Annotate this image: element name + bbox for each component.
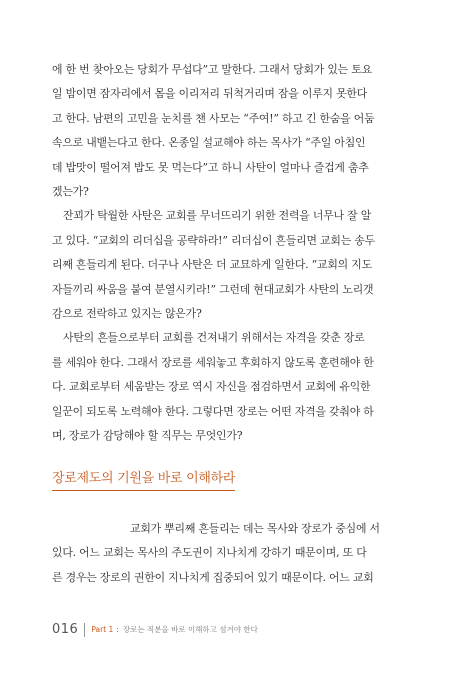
text-line: 사탄의 흔들으로부터 교회를 건져내기 위해서는 자격을 갖춘 장로	[63, 331, 365, 345]
text-line: 겠는가?	[52, 185, 89, 199]
text-line: 교회가 뿌리째 흔들리는 데는 목사와 장로가 중심에 서	[130, 522, 380, 535]
part-label: Part 1	[91, 625, 114, 634]
text-line: 고 있다. “교회의 리더십을 공략하라!” 리더십이 흔들리면 교회는 송두	[52, 233, 375, 247]
paragraph-1	[52, 58, 420, 204]
section-body	[52, 517, 420, 590]
body-text	[52, 58, 420, 449]
text-line: 속으로 내뱉는다고 한다. 온종일 설교해야 하는 목사가 “주일 아침인	[52, 136, 366, 150]
text-line: 다. 교회로부터 세움받는 장로 역시 자신을 점검하면서 교회에 유익한	[52, 380, 371, 394]
text-line: 를 세워야 한다. 그래서 장로를 세워놓고 후회하지 않도록 훈련해야 한	[52, 355, 374, 369]
chapter-title: 장로는 직분을 바로 이해하고 섬겨야 한다	[122, 625, 258, 634]
page-footer	[52, 622, 258, 637]
section-heading: 장로제도의 기원을 바로 이해하라	[52, 471, 236, 486]
text-line: 에 한 번 찾아오는 당회가 무섭다”고 말한다. 그래서 당회가 있는 토요	[52, 63, 372, 76]
text-line: 감으로 전락하고 있지는 않은가?	[52, 307, 202, 321]
text-line: 일 밤이면 잠자리에서 몸을 이리저리 뒤척거리며 잠을 이루지 못한다	[52, 87, 368, 101]
text-line: 잔꾀가 탁월한 사탄은 교회를 무너뜨리기 위한 전력을 너무나 잘 알	[63, 209, 372, 223]
text-line: 리째 흔들리게 된다. 더구나 사탄은 더 교묘하게 일한다. “교회의 지도	[52, 258, 372, 272]
paragraph-2	[52, 204, 420, 326]
text-line: 자들끼리 싸움을 붙여 분열시키라!” 그런데 현대교회가 사탄의 노리갯	[52, 282, 374, 296]
text-line: 고 한다. 남편의 고민을 눈치를 챈 사모는 “주여!” 하고 긴 한숨을 어둠	[52, 111, 375, 125]
paragraph-3	[52, 326, 420, 448]
text-line: 데 밥맛이 떨어져 밥도 못 먹는다”고 하니 사탄이 얼마나 즐겁게 춤추	[52, 160, 369, 174]
text-line: 른 경우는 장로의 권한이 지나치게 집중되어 있기 때문이다. 어느 교회	[52, 570, 374, 584]
page-number: 016	[52, 622, 79, 637]
text-line: 있다. 어느 교회는 목사의 주도권이 지나치게 강하기 때문이며, 또 다	[52, 546, 367, 560]
part-separator: :	[116, 625, 119, 634]
footer-divider	[84, 623, 85, 637]
text-line: 일꾼이 되도록 노력해야 한다. 그렇다면 장로는 어떤 자격을 갖춰야 하	[52, 404, 374, 418]
section-heading-block	[52, 467, 235, 491]
text-line: 며, 장로가 감당해야 할 직무는 무엇인가?	[52, 429, 243, 443]
